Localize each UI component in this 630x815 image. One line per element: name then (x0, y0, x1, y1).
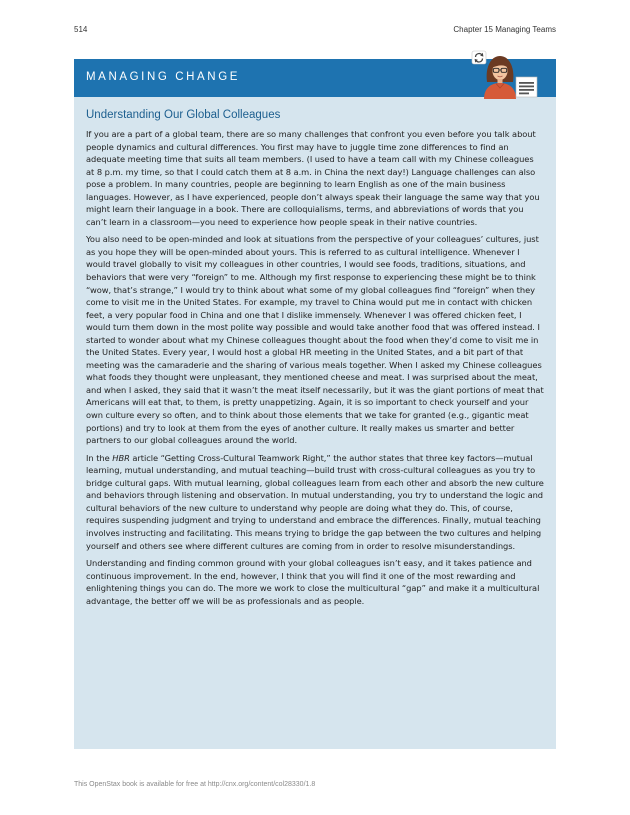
paragraph-4: Understanding and finding common ground with your global colleagues isn’t easy, and it takes patience and continuous improvement. In the end, however, I think that you will find it one of the most rewarding and enlightening things you can do. The more we work to close the multicultural “gap” and make it a multicultural advantage, the better off we will be as professionals and as people. (86, 558, 540, 606)
feature-subtitle: Understanding Our Global Colleagues (86, 109, 281, 121)
hbr-italic: HBR (112, 452, 130, 463)
paragraph-3-rest: article “Getting Cross-Cultural Teamwork Right,” the author states that three key factors—mutual learning, mutual understanding, and mutual teaching—build trust with cross-cultural colleagues as you try to bridge cultural gaps. With mutual learning, global colleagues learn from each other and absorb the new culture and behaviors through listening and observation. In mutual understanding, you try to understand the logic and cultural behaviors of the new culture to understand why people are doing what they do. This, of course, requires suspending judgment and trying to understand and embrace the differences. Finally, mutual teaching involves instructing and facilitating. This means trying to bridge the gap between the two cultures and helping yourself and others see where different cultures are coming from in order to resolve misunderstandings. (86, 452, 544, 551)
paragraph-3 (86, 452, 544, 552)
page-number: 514 (74, 25, 88, 34)
footer-note: This OpenStax book is available for free at http://cnx.org/content/col28330/1.8 (74, 781, 316, 788)
managing-change-feature (74, 59, 556, 749)
feature-body (86, 107, 544, 612)
chapter-title: Chapter 15 Managing Teams (453, 25, 556, 34)
paragraph-3-lead: In the (86, 452, 113, 463)
person-with-document-and-cycle-arrows-icon (471, 49, 543, 99)
paragraph-2: You also need to be open-minded and look at situations from the perspective of your colleagues’ cultures, just as you hope they will be open-minded about yours. This is referred to as cultural intelligence. Whenever I would travel globally to visit my colleagues in other countries, I would see foods, traditions, situations, and behaviors that were very “foreign” to me. Although my first response to experiencing these might be to think “wow, that’s strange,” I would try to think about what some of my global colleagues find “foreign” when they come to visit me in the United States. For example, my travel to China would put me in contact with chicken feet, a very popular food in China and one that I dislike immensely. Whenever I was offered chicken feet, I would turn them down in the most polite way possible and would take another food that was offered instead. I started to wonder about what my Chinese colleagues thought about the food when they’d come to visit me in the United States. Every year, I would host a global HR meeting in the United States, and a bit part of that meeting was the camaraderie and the sharing of various meals together. When I asked my Chinese colleagues what foods they thought were unpleasant, they mentioned cheese and meat. I was surprised about the meat, and when I asked, they said that it wasn’t the meat itself necessarily, but it was the giant portions of meat that Americans will eat that, to them, is pretty unappetizing. Again, it is so important to check yourself and your own culture every so often, and to think about those elements that we take for granted (e.g., gigantic meat portions) and try to look at them from the eyes of another culture. It really makes us smarter and better partners to our global colleagues around the world. (86, 234, 544, 446)
feature-title: MANAGING CHANGE (86, 71, 241, 83)
running-head (74, 25, 556, 37)
paragraph-1: If you are a part of a global team, there are so many challenges that confront you even before you talk about people dynamics and cultural differences. You first may have to juggle time zone differences to find an adequate meeting time that suits all team members. (I used to have a team call with my Chinese colleagues at 8 p.m. my time, so that I could catch them at 8 a.m. in China the next day!) Language challenges can also pose a problem. In many countries, people are beginning to learn English as one of the main business languages. However, as I have experienced, people don’t always speak their language the same way that you might learn their language in a book. There are colloquialisms, terms, and abbreviations of words that you can’t learn in a classroom—you need to experience how people speak in their native countries. (86, 129, 540, 227)
